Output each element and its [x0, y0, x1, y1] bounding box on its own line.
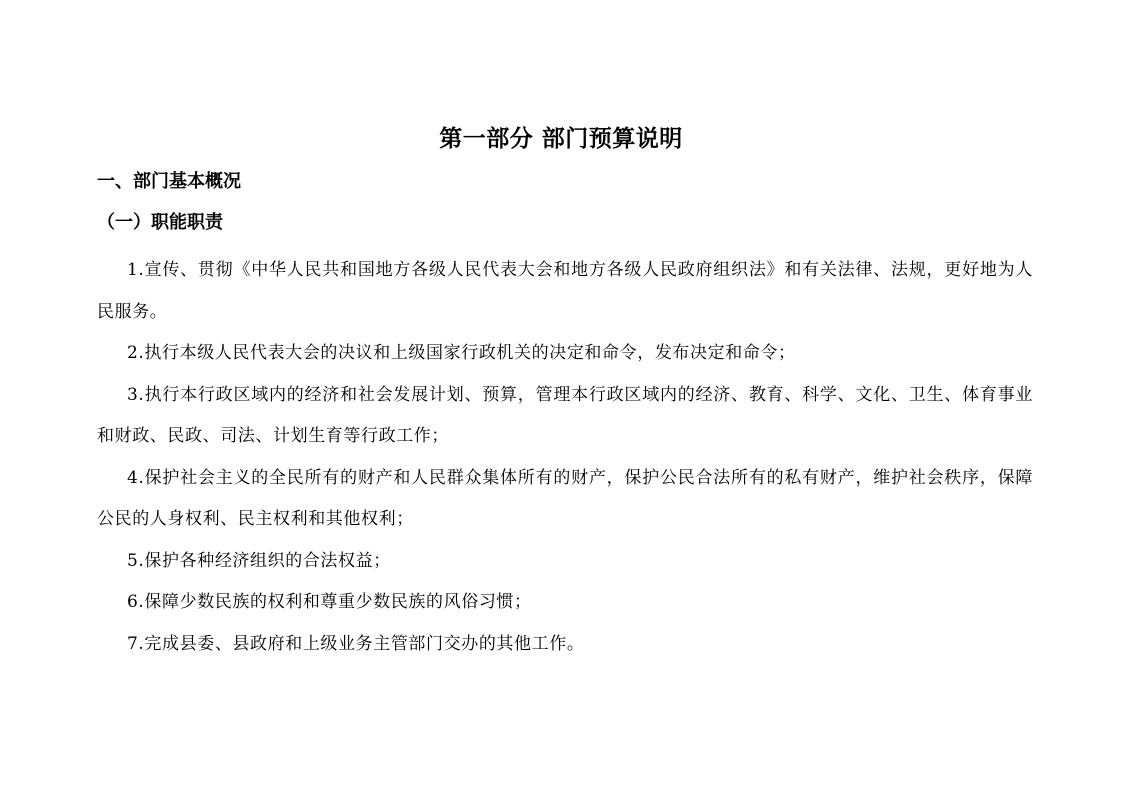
subsection-heading: （一）职能职责 — [97, 212, 223, 233]
section-heading: 一、部门基本概况 — [97, 171, 241, 192]
page-title: 第一部分 部门预算说明 — [439, 125, 683, 152]
duty-paragraph: 5.保护各种经济组织的合法权益； — [127, 550, 391, 571]
duty-paragraph: 4.保护社会主义的全民所有的财产和人民群众集体所有的财产，保护公民合法所有的私有财产，维护社会秩序，保障公民的人身权利、民主权利和其他权利； — [97, 467, 1033, 529]
duty-paragraph: 3.执行本行政区域内的经济和社会发展计划、预算，管理本行政区域内的经济、教育、科学、文化、卫生、体育事业和财政、民政、司法、计划生育等行政工作； — [97, 384, 1033, 446]
duty-paragraph: 1.宣传、贯彻《中华人民共和国地方各级人民代表大会和地方各级人民政府组织法》和有关法律、法规，更好地为人民服务。 — [97, 260, 1033, 322]
duty-paragraph: 2.执行本级人民代表大会的决议和上级国家行政机关的决定和命令，发布决定和命令； — [127, 343, 796, 363]
duty-paragraph: 7.完成县委、县政府和上级业务主管部门交办的其他工作。 — [127, 633, 585, 654]
duties-list — [97, 250, 1033, 665]
duty-paragraph: 6.保障少数民族的权利和尊重少数民族的风俗习惯； — [127, 592, 532, 612]
